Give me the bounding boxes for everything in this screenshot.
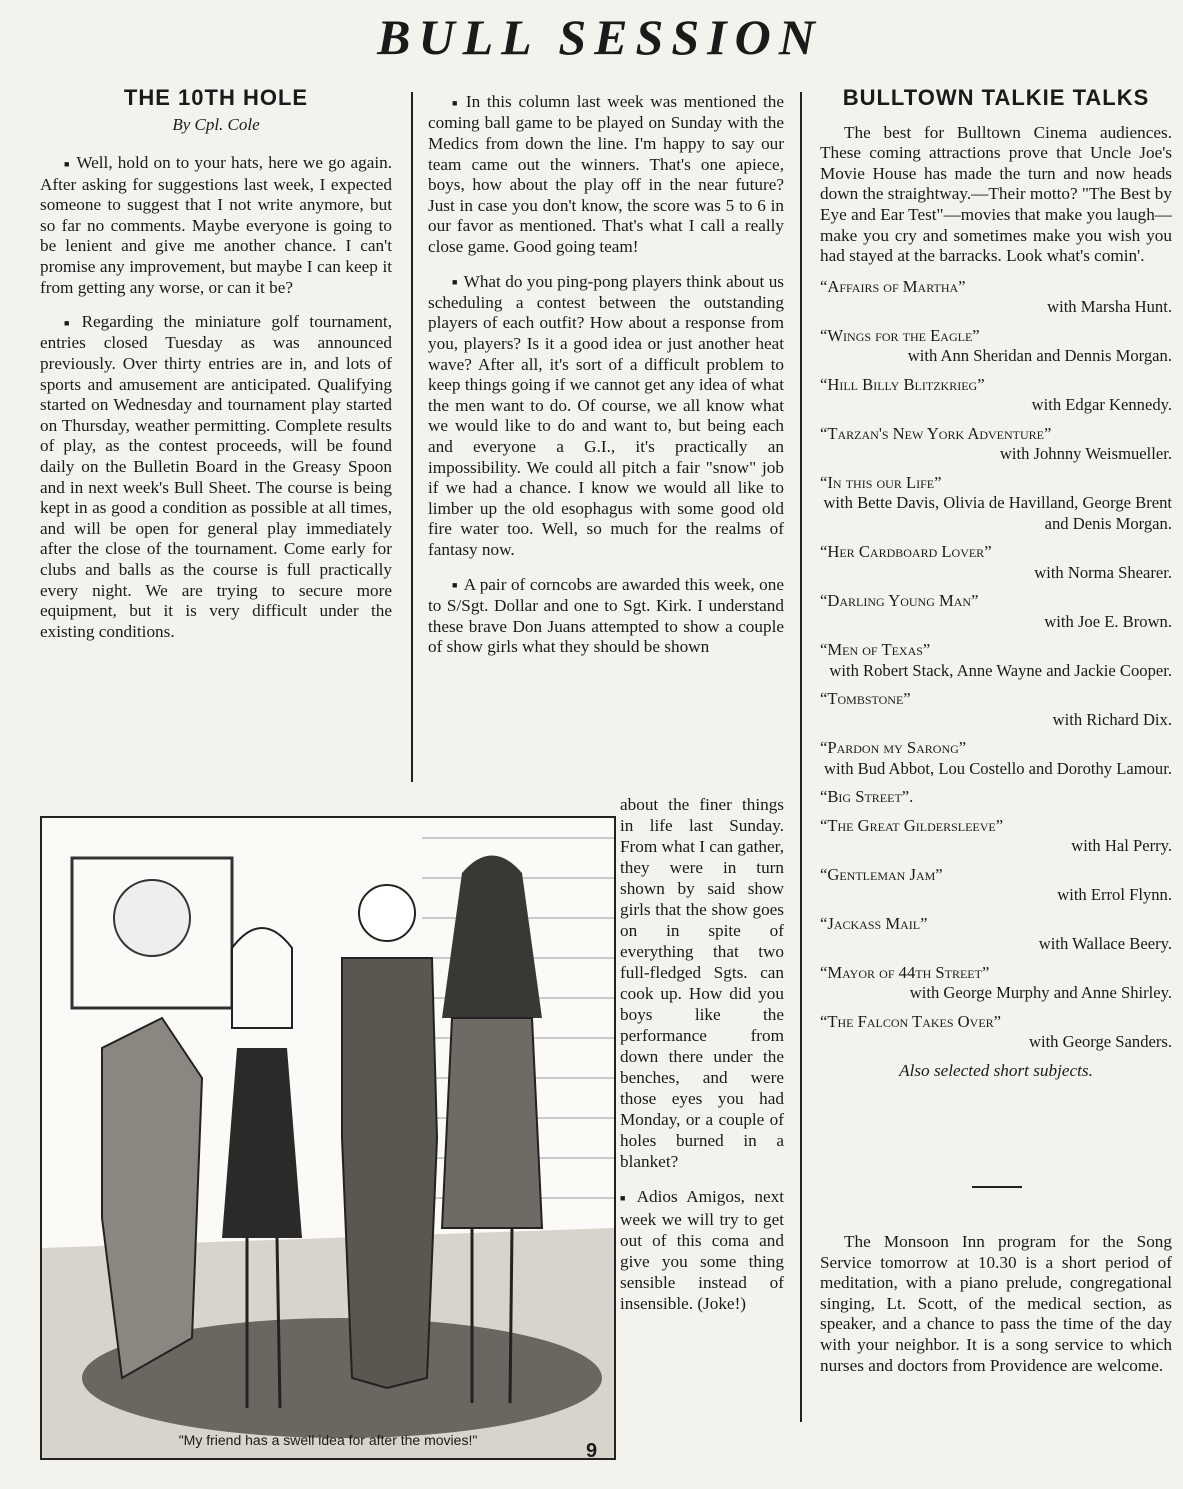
film-cast: with Bud Abbot, Lou Costello and Dorothy Lamour. — [824, 758, 1172, 778]
film-title: “Gentleman Jam” — [820, 864, 943, 884]
paragraph: ■ What do you ping-pong players think about us scheduling a contest between the outstanding players of each outfit? How about a response from you, players? Is it a good idea or just another heat wave? After all, it's sort of a difficult problem to keep things going if we cannot get any idea of what the men want to do. Of course, we all know what we would like to do and want to, but being each and everyone a G.I., it's practically an impossibility. We could all pitch a fair "snow" job if we had a chance. I know we would all like to limber up the old esophagus with some good old fire water too. Well, so much for the realms of fantasy now. — [428, 271, 784, 559]
film-cast: with Ann Sheridan and Dennis Morgan. — [907, 346, 1172, 366]
film-cast: with Hal Perry. — [1071, 836, 1172, 856]
paragraph: ■ A pair of corncobs are awarded this week, one to S/Sgt. Dollar and one to Sgt. Kirk. I understand these brave Don Juans attempted to show a couple of show girls what they should be shown — [428, 574, 784, 657]
film-cast: with Joe E. Brown. — [1044, 611, 1172, 631]
cartoon-drawing — [42, 818, 614, 1458]
film-title: “In this our Life” — [820, 472, 942, 492]
column-10th-hole — [40, 85, 393, 656]
film-cast: with Wallace Beery. — [1038, 934, 1172, 954]
masthead-title: BULL SESSION — [377, 9, 823, 65]
film-cast: with George Sanders. — [1028, 1032, 1172, 1052]
film-title: “Hill Billy Blitzkrieg” — [820, 374, 985, 394]
film-title: “Men of Texas” — [820, 640, 931, 660]
paragraph: ■ Well, hold on to your hats, here we go again. After asking for suggestions last week, I expected someone to suggest that I not write anymore, but so far no comments. Maybe everyone is going to be lenient and give me another chance. I can't promise any improvement, but maybe I can keep it from getting any worse, or can it be? — [40, 153, 393, 297]
paragraph: ■ Adios Amigos, next week we will try to get out of this coma and give you some thing sensible instead of insensible. (Joke!) — [620, 1187, 785, 1313]
film-listing — [820, 963, 1172, 1004]
column-middle-wrap — [620, 794, 784, 1328]
monsoon-inn-notice — [820, 1232, 1172, 1390]
film-title: “Big Street”. — [820, 787, 914, 807]
film-listing — [820, 542, 1172, 583]
film-listing — [820, 473, 1172, 535]
column-rule-right — [800, 92, 802, 1422]
headline-10th-hole: THE 10TH HOLE — [123, 85, 309, 110]
intro-paragraph: The best for Bulltown Cinema audiences. These coming attractions prove that Uncle Joe's Movie House has made the turn and now heads down the straightway.—Their motto? "The Best by Eye and Ear Test"—movies that make you laugh—make you cry and sometimes make you wish you had stayed at the barracks. Look what's comin'. — [820, 122, 1172, 266]
film-listing — [820, 1012, 1172, 1053]
column-rule-left — [411, 92, 413, 782]
film-listing — [820, 277, 1172, 318]
film-cast: with Errol Flynn. — [1057, 885, 1172, 905]
film-title: “Wings for the Eagle” — [820, 325, 980, 345]
column-talkie-talks — [820, 85, 1172, 1081]
cartoon-illustration — [40, 816, 616, 1460]
film-title: “The Great Gildersleeve” — [820, 815, 1004, 835]
film-cast: with Norma Shearer. — [1034, 562, 1172, 582]
film-listing — [820, 689, 1172, 730]
paragraph: The Monsoon Inn program for the Song Service tomorrow at 10.30 is a short period of meditation, with a piano prelude, congregational singing, Lt. Scott, of the medical section, as speaker, and a chance to pass the time of the day with your neighbor. It is a song service to which nurses and doctors from Providence are welcome. — [820, 1232, 1172, 1375]
film-listing — [820, 865, 1172, 906]
bullet-icon: ■ — [452, 97, 460, 108]
film-listing — [820, 787, 1172, 808]
bullet-icon: ■ — [64, 317, 76, 328]
film-list — [820, 277, 1172, 1053]
bullet-icon: ■ — [452, 580, 458, 591]
film-cast: with Bette Davis, Olivia de Havilland, George Brent and Denis Morgan. — [823, 493, 1172, 533]
film-listing — [820, 914, 1172, 955]
page-number: 9 — [585, 1440, 598, 1462]
film-cast: with Edgar Kennedy. — [1031, 395, 1172, 415]
byline: By Cpl. Cole — [172, 114, 260, 134]
film-title: “Mayor of 44th Street” — [820, 962, 990, 982]
film-listing — [820, 375, 1172, 416]
film-listing — [820, 326, 1172, 367]
film-title: “Affairs of Martha” — [820, 276, 966, 296]
paragraph: ■ In this column last week was mentioned the coming ball game to be played on Sunday with the Medics from down the line. I'm happy to say our team came out the winners. That's one apiece, boys, how about the play off in the near future? Just in case you don't know, the score was 5 to 6 in our favor as mentioned. That's what I call a really close game. Good going team! — [428, 92, 784, 256]
column-middle — [428, 92, 784, 658]
film-title: “Her Cardboard Lover” — [820, 542, 992, 562]
film-listing — [820, 816, 1172, 857]
section-divider — [972, 1186, 1022, 1188]
paragraph: about the finer things in life last Sunday. From what I can gather, they were in turn shown by said show girls that the show goes on in spite of everything that two full-fledged Sgts. can cook up. How did you boys like the performance from down there under the benches, and were those eyes you had Monday, or a couple of holes burned in a blanket? — [620, 795, 784, 1171]
film-cast: with Marsha Hunt. — [1047, 297, 1172, 317]
paragraph: ■ Regarding the miniature golf tournament, entries closed Tuesday as was announced previously. Over thirty entries are in, and lots of sports and amusement are anticipated. Qualifying started on Wednesday and tournament play started on Thursday, weather permitting. Complete results of play, as the contest proceeds, will be found daily on the Bulletin Board in the Greasy Spoon and in next week's Bull Sheet. The course is being kept in as good a condition as possible at all times, and will be open for general play immediately after the close of the tournament. Come early for clubs and balls as the course is full practically every night. We are trying to secure more equipment, but it is very difficult under the existing conditions. — [40, 312, 393, 641]
film-listing — [820, 424, 1172, 465]
film-cast: with Robert Stack, Anne Wayne and Jackie Cooper. — [829, 660, 1172, 680]
bullet-icon: ■ — [452, 277, 458, 288]
short-subjects-note: Also selected short subjects. — [899, 1060, 1093, 1080]
film-cast: with George Murphy and Anne Shirley. — [909, 983, 1172, 1003]
film-cast: with Richard Dix. — [1052, 709, 1172, 729]
headline-talkie-talks: BULLTOWN TALKIE TALKS — [842, 85, 1150, 110]
film-listing — [820, 640, 1172, 681]
film-title: “Pardon my Sarong” — [820, 738, 967, 758]
bullet-icon: ■ — [64, 158, 71, 169]
film-title: “Tombstone” — [820, 689, 911, 709]
film-cast: with Johnny Weismueller. — [999, 444, 1172, 464]
film-title: “The Falcon Takes Over” — [820, 1011, 1002, 1031]
bullet-icon: ■ — [620, 1192, 631, 1203]
film-listing — [820, 738, 1172, 779]
film-title: “Jackass Mail” — [820, 913, 928, 933]
cartoon-caption: "My friend has a swell idea for after the movies!" — [178, 1432, 478, 1448]
film-listing — [820, 591, 1172, 632]
film-title: “Darling Young Man” — [820, 591, 979, 611]
film-title: “Tarzan's New York Adventure” — [820, 423, 1052, 443]
